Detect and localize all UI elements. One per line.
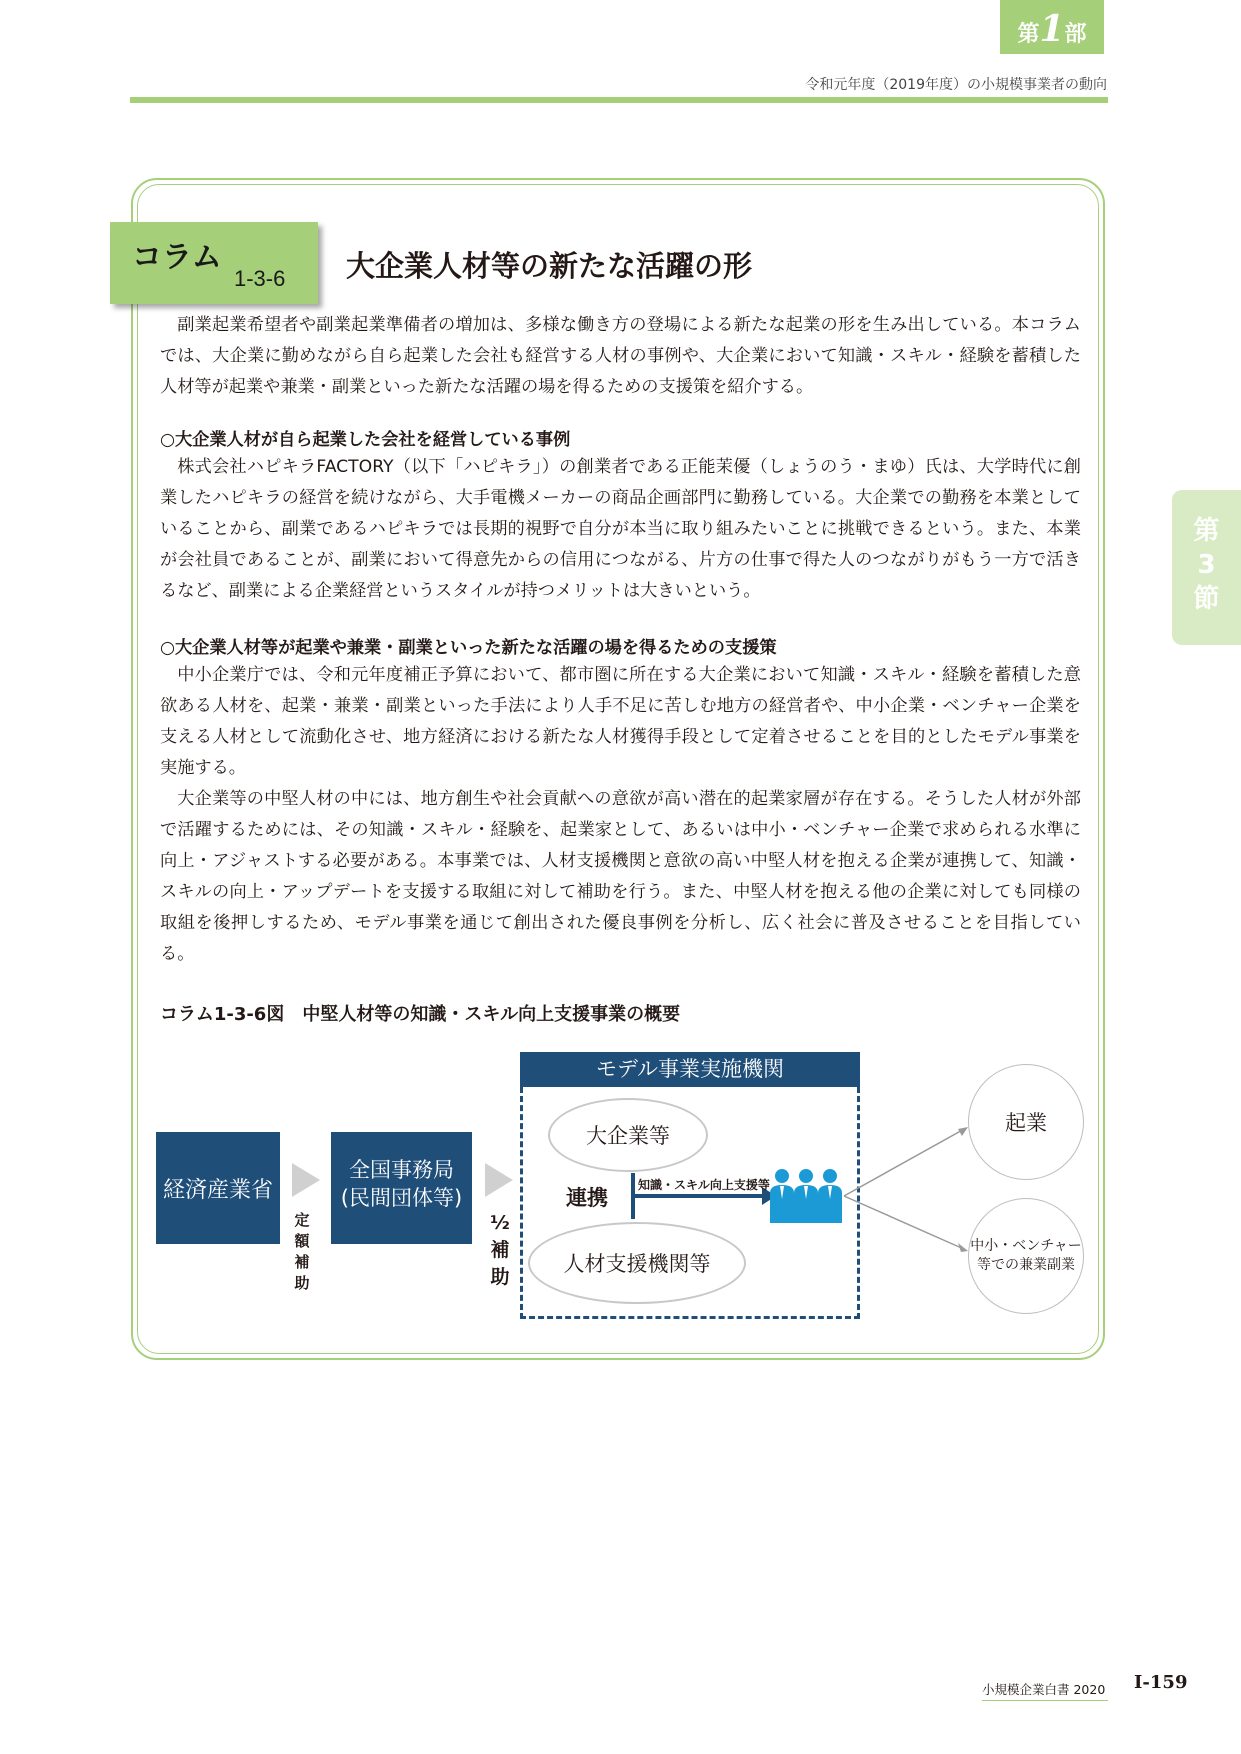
part-tab (1000, 0, 1104, 54)
page-number: Ⅰ-159 (1134, 1672, 1188, 1693)
subsidy-fixed-label (290, 1210, 314, 1294)
subsidy-char: 額 (294, 1232, 310, 1250)
large-firms-ellipse: 大企業等 (548, 1098, 708, 1172)
national-office-box (331, 1132, 472, 1244)
startup-circle: 起業 (968, 1064, 1084, 1180)
section2-paragraph: 大企業等の中堅人材の中には、地方創生や社会貢献への意欲が高い潜在的起業家層が存在する。そうした人材が外部で活躍するためには、その知識・スキル・経験を、起業家として、あるいは中小・ベンチャー企業で求められる水準に向上・アジャストする必要がある。本事業では、人材支援機関と意欲の高い中堅人材を抱える企業が連携して、知識・スキルの向上・アップデートを支援する取組に対して補助を行う。また、中堅人材を抱える他の企業に対しても同様の取組を後押しするため、モデル事業を通じて創出された優良事例を分析し、広く社会に普及させることを目指している。 (160, 789, 1081, 964)
section2-heading: ○大企業人材等が起業や兼業・副業といった新たな活躍の場を得るための支援策 (160, 638, 777, 658)
section1-body (160, 452, 1081, 607)
side-business-line1: 中小・ベンチャー (970, 1238, 1082, 1254)
section-tab-char: 3 (1197, 550, 1216, 580)
support-arrow-label: 知識・スキル向上支援等 (638, 1178, 770, 1192)
outcome-arrows-icon (840, 1100, 980, 1280)
intro-text: 副業起業希望者や副業起業準備者の増加は、多様な働き方の登場による新たな起業の形を生み出している。本コラムでは、大企業に勤めながら自ら起業した会社も経営する人材の事例や、大企業において知識・スキル・経験を蓄積した人材等が起業や兼業・副業といった新たな活躍の場を得るための支援策を紹介する。 (160, 315, 1081, 397)
institution-title: モデル事業実施機関 (520, 1052, 860, 1087)
column-number: 1-3-6 (234, 266, 286, 291)
part-number: 1 (1039, 8, 1065, 50)
office-line1: 全国事務局 (349, 1158, 454, 1182)
section1-heading: ○大企業人材が自ら起業した会社を経営している事例 (160, 430, 571, 450)
side-business-line2: 等での兼業副業 (977, 1257, 1075, 1273)
support-arrow-line (635, 1194, 763, 1198)
subsidy-char: ½ (490, 1212, 510, 1234)
intro-paragraph (160, 310, 1081, 403)
hr-support-ellipse: 人材支援機関等 (528, 1222, 746, 1304)
office-line2: (民間団体等) (340, 1186, 463, 1210)
running-head: 令和元年度（2019年度）の小規模事業者の動向 (805, 77, 1107, 93)
column-label: コラム (132, 240, 222, 275)
subsidy-char: 助 (490, 1266, 510, 1288)
footer-book-title: 小規模企業白書 2020 (982, 1682, 1106, 1697)
section-tab (1172, 490, 1241, 645)
part-prefix: 第 (1017, 22, 1040, 47)
section-tab-char: 第 (1193, 516, 1220, 546)
cooperation-label: 連携 (566, 1186, 608, 1210)
subsidy-half-label (486, 1210, 514, 1291)
flow-arrow-icon (292, 1163, 320, 1197)
section1-paragraph: 株式会社ハピキラFACTORY（以下「ハピキラ」）の創業者である正能茉優（しょうのう・まゆ）氏は、大学時代に創業したハピキラの経営を続けながら、大手電機メーカーの商品企画部門に勤務している。大企業での勤務を本業としていることから、副業であるハピキラでは長期的視野で自分が本当に取り組みたいことに挑戦できるという。また、本業が会社員であることが、副業において得意先からの信用につながる、片方の仕事で得た人のつながりがもう一方で活きるなど、副業による企業経営というスタイルが持つメリットは大きいという。 (160, 457, 1081, 601)
column-badge (110, 222, 318, 304)
flow-arrow-icon (485, 1163, 513, 1197)
subsidy-char: 助 (294, 1274, 310, 1292)
column-title: 大企業人材等の新たな活躍の形 (346, 249, 753, 283)
subsidy-char: 定 (294, 1211, 310, 1229)
meti-box: 経済産業省 (156, 1132, 280, 1244)
part-suffix: 部 (1064, 22, 1087, 47)
subsidy-char: 補 (490, 1239, 510, 1261)
figure-caption: コラム1-3-6図 中堅人材等の知識・スキル向上支援事業の概要 (160, 1004, 681, 1025)
header-rule (130, 97, 1108, 103)
section2-body (160, 660, 1081, 970)
mid-career-people-icon (768, 1167, 844, 1223)
side-business-circle (968, 1198, 1084, 1314)
subsidy-char: 補 (294, 1253, 310, 1271)
section2-paragraph: 中小企業庁では、令和元年度補正予算において、都市圏に所在する大企業において知識・スキル・経験を蓄積した意欲ある人材を、起業・兼業・副業といった手法により人手不足に苦しむ地方の経営者や、中小企業・ベンチャー企業を支える人材として流動化させ、地方経済における新たな人材獲得手段として定着させることを目的としたモデル事業を実施する。 (160, 665, 1081, 778)
section-tab-char: 節 (1193, 584, 1220, 614)
footer-rule (982, 1700, 1108, 1701)
